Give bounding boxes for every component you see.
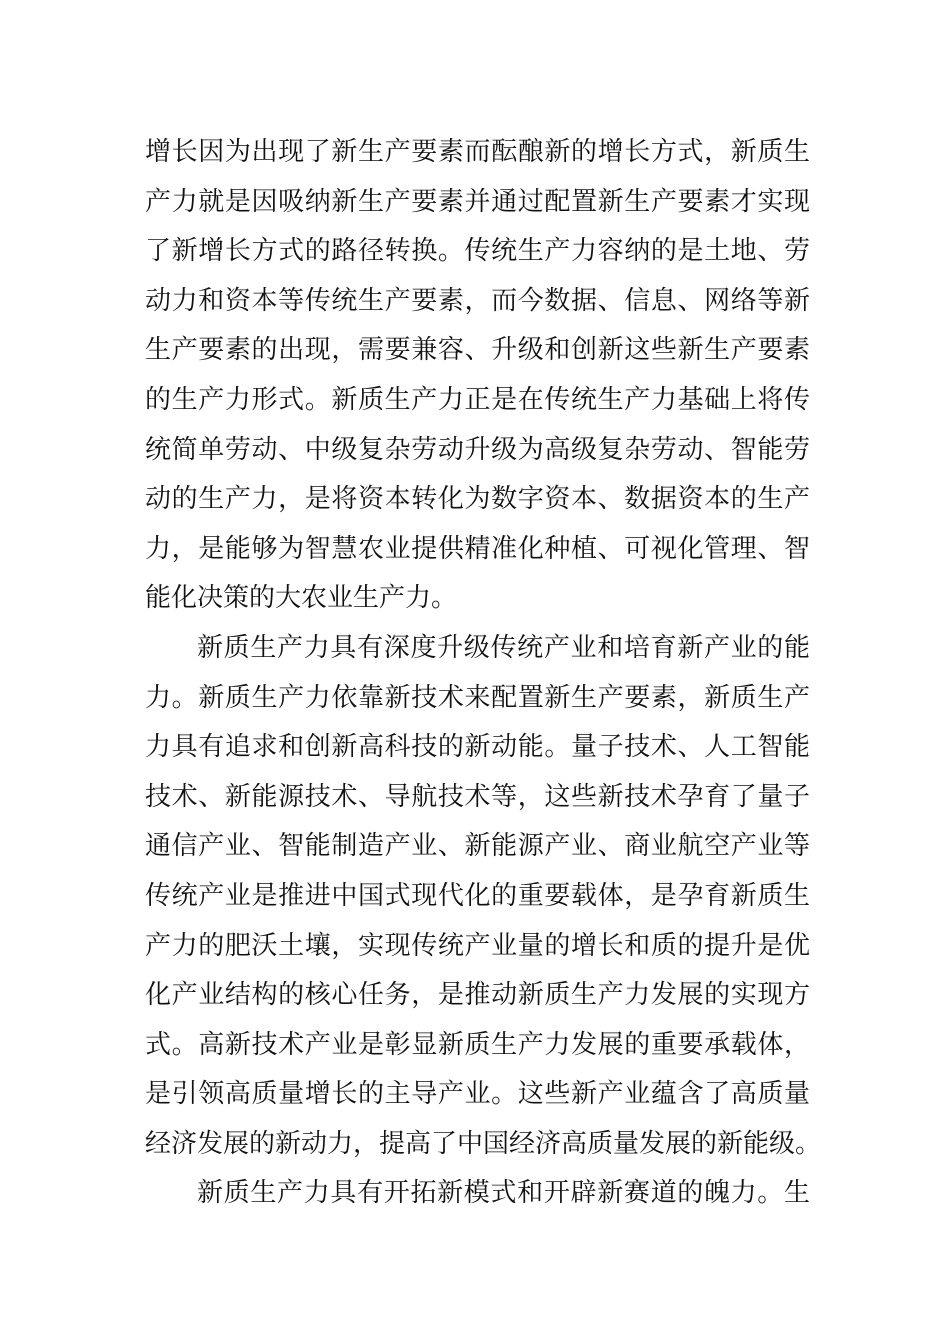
text-line: 力，是能够为智慧农业提供精准化种植、可视化管理、智: [145, 533, 810, 564]
text-line: 式。高新技术产业是彰显新质生产力发展的重要承载体，: [145, 1029, 810, 1060]
text-line: 的生产力形式。新质生产力正是在传统生产力基础上将传: [145, 384, 810, 415]
text-line: 力。新质生产力依靠新技术来配置新生产要素，新质生产: [145, 682, 810, 713]
text-line: 化产业结构的核心任务，是推动新质生产力发展的实现方: [145, 980, 810, 1011]
paragraph-2: [145, 624, 822, 1170]
text-line: 是引领高质量增长的主导产业。这些新产业蕴含了高质量: [145, 1079, 810, 1110]
text-line: 技术、新能源技术、导航技术等，这些新技术孕育了量子: [145, 781, 810, 812]
text-line: 动力和资本等传统生产要素，而今数据、信息、网络等新: [145, 285, 810, 316]
text-line: 产力的肥沃土壤，实现传统产业量的增长和质的提升是优: [145, 930, 810, 961]
text-line: 通信产业、智能制造产业、新能源产业、商业航空产业等: [145, 831, 810, 862]
text-line: 力具有追求和创新高科技的新动能。量子技术、人工智能: [145, 732, 810, 763]
text-line: 动的生产力，是将资本转化为数字资本、数据资本的生产: [145, 484, 810, 515]
paragraph-3: [145, 1169, 810, 1219]
text-line: 统简单劳动、中级复杂劳动升级为高级复杂劳动、智能劳: [145, 434, 810, 465]
text-line: 生产要素的出现，需要兼容、升级和创新这些新生产要素: [145, 335, 810, 366]
paragraph-1: [145, 128, 810, 624]
text-line: 了新增长方式的路径转换。传统生产力容纳的是土地、劳: [145, 236, 810, 267]
text-line: 产力就是因吸纳新生产要素并通过配置新生产要素才实现: [145, 186, 810, 217]
text-line: 新质生产力具有开拓新模式和开辟新赛道的魄力。生: [197, 1178, 810, 1209]
text-line: 能化决策的大农业生产力。: [145, 583, 458, 614]
text-line: 经济发展的新动力，提高了中国经济高质量发展的新能级。: [145, 1128, 822, 1159]
text-line: 增长因为出现了新生产要素而酝酿新的增长方式，新质生: [145, 137, 810, 167]
text-line: 新质生产力具有深度升级传统产业和培育新产业的能: [197, 632, 810, 663]
text-line: 传统产业是推进中国式现代化的重要载体，是孕育新质生: [145, 880, 810, 911]
body-text: [145, 128, 822, 1219]
